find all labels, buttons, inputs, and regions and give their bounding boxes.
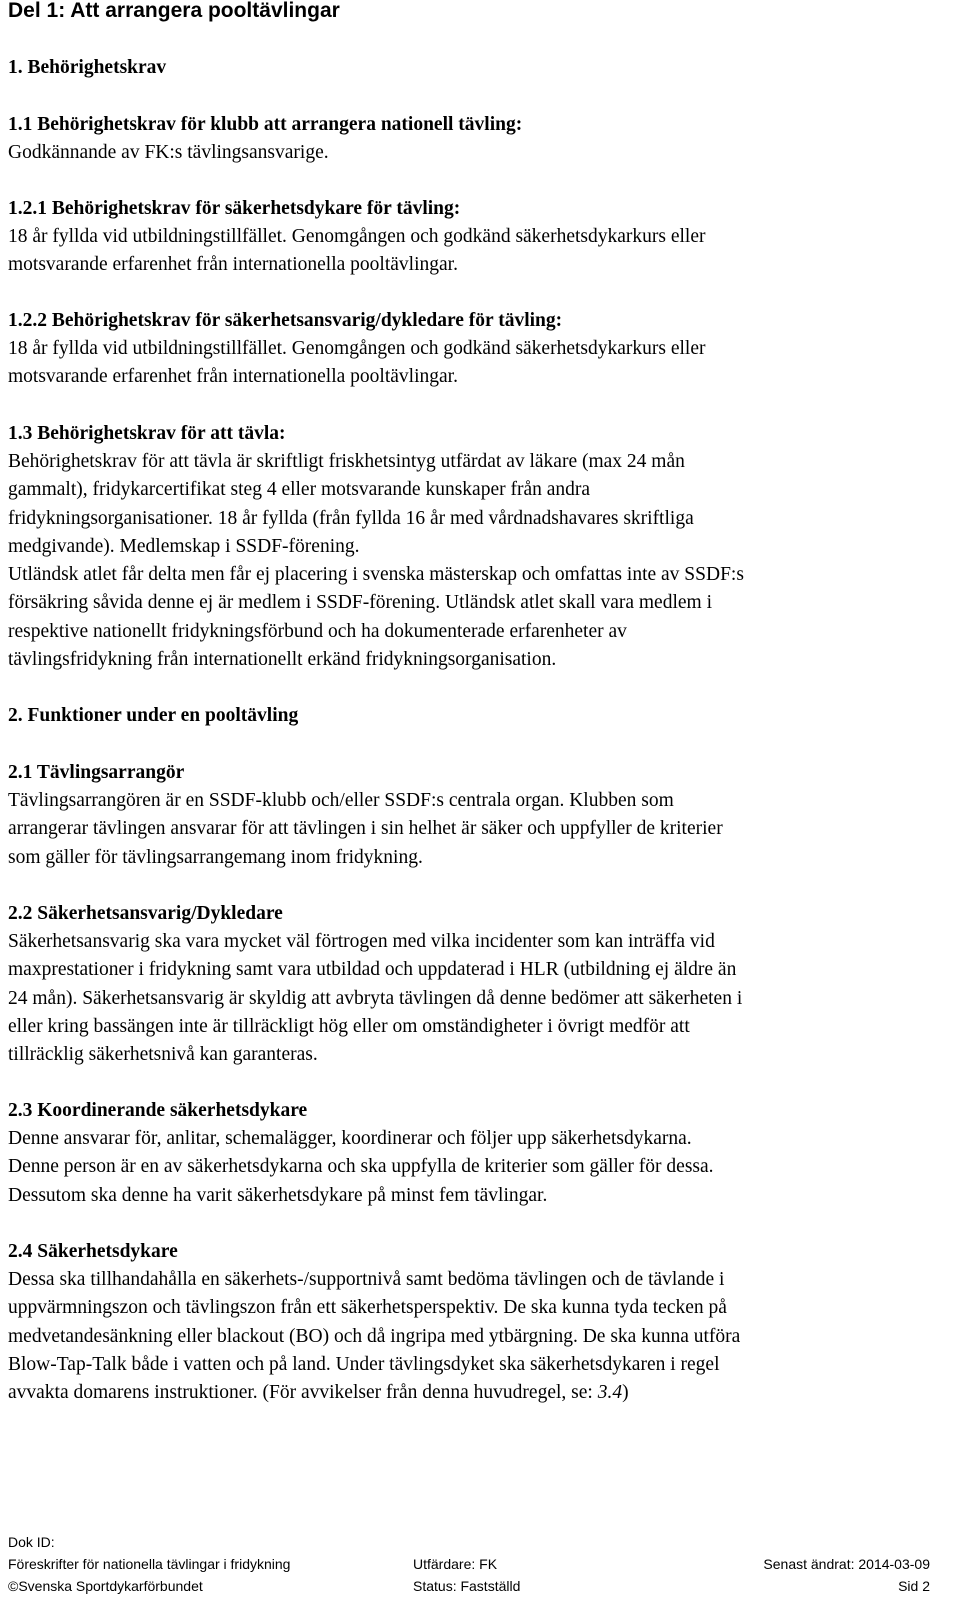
- paragraph-line: [8, 1379, 936, 1407]
- paragraph-line: eller kring bassängen inte är tillräckligt hög eller om omständigheter i övrigt medför att: [8, 1015, 690, 1037]
- footer-issuer: Utfärdare: FK: [413, 1556, 498, 1572]
- section-reference-link[interactable]: 3.4: [597, 1382, 623, 1404]
- paragraph-line: Blow-Tap-Talk både i vatten och på land. Under tävlingsdyket ska säkerhetsdykaren i regel: [8, 1353, 720, 1375]
- section-heading-1-2-2: 1.2.2 Behörighetskrav för säkerhetsansvarig/dykledare för tävling:: [8, 310, 563, 331]
- paragraph-line: 18 år fyllda vid utbildningstillfället. Genomgången och godkänd säkerhetsdykarkurs eller: [8, 226, 706, 247]
- paragraph-line: Godkännande av FK:s tävlingsansvarige.: [8, 142, 329, 163]
- footer-last-changed: Senast ändrat: 2014-03-09: [763, 1556, 930, 1572]
- footer-row-doc-id: [8, 1532, 930, 1552]
- paragraph-line: maxprestationer i fridykning samt vara utbildad och uppdaterad i HLR (utbildning ej äldre än: [8, 959, 737, 981]
- paragraph-line: Utländsk atlet får delta men får ej placering i svenska mästerskap och omfattas inte av SSDF:s: [8, 564, 744, 586]
- paragraph-line: Denne ansvarar för, anlitar, schemalägger, koordinerar och följer upp säkerhetsdykarna.: [8, 1128, 692, 1149]
- section-2-3-text: [8, 1125, 936, 1210]
- paragraph-line: Säkerhetsansvarig ska vara mycket väl förtrogen med vilka incidenter som kan inträffa vid: [8, 931, 715, 952]
- section-heading-2-1: 2.1 Tävlingsarrangör: [8, 762, 185, 783]
- document-title: Del 1: Att arrangera pooltävlingar: [8, 0, 340, 22]
- paragraph-line: tillräcklig säkerhetsnivå kan garanteras.: [8, 1044, 318, 1066]
- paragraph-text: ): [622, 1382, 629, 1404]
- section-heading-2: 2. Funktioner under en pooltävling: [8, 705, 299, 726]
- section-1-3-text: [8, 448, 936, 674]
- page-footer: [8, 1532, 930, 1592]
- paragraph-line: försäkring såvida denne ej är medlem i SSDF-förening. Utländsk atlet skall vara medlem i: [8, 592, 712, 614]
- footer-doc-name: Föreskrifter för nationella tävlingar i fridykning: [8, 1556, 291, 1572]
- paragraph-line: Behörighetskrav för att tävla är skriftligt friskhetsintyg utfärdat av läkare (max 24 mån: [8, 451, 685, 472]
- paragraph-line: gammalt), fridykarcertifikat steg 4 eller motsvarande kunskaper från andra: [8, 479, 591, 501]
- footer-page-number: Sid 2: [898, 1578, 930, 1594]
- footer-doc-id: Dok ID:: [8, 1534, 55, 1550]
- paragraph-line: arrangerar tävlingen ansvarar för att tävlingen i sin helhet är säker och uppfyller de kriterier: [8, 818, 723, 840]
- footer-copyright: ©Svenska Sportdykarförbundet: [8, 1578, 203, 1594]
- paragraph-line: Dessutom ska denne ha varit säkerhetsdykare på minst fem tävlingar.: [8, 1184, 548, 1206]
- paragraph-line: Denne person är en av säkerhetsdykarna och ska uppfylla de kriterier som gäller för dessa.: [8, 1156, 714, 1178]
- section-heading-1: 1. Behörighetskrav: [8, 57, 167, 78]
- section-1-1-text: [8, 139, 936, 167]
- paragraph-line: motsvarande erfarenhet från internationella pooltävlingar.: [8, 254, 458, 276]
- paragraph-line: Tävlingsarrangören är en SSDF-klubb och/eller SSDF:s centrala organ. Klubben som: [8, 790, 674, 811]
- section-heading-2-2: 2.2 Säkerhetsansvarig/Dykledare: [8, 903, 283, 924]
- section-1-2-1-text: [8, 223, 936, 280]
- section-heading-1-1: [8, 111, 522, 139]
- paragraph-line: medvetandesänkning eller blackout (BO) och då ingripa med ytbärgning. De ska kunna utföra: [8, 1325, 741, 1347]
- section-2-4-text: [8, 1266, 936, 1407]
- footer-row-status: [8, 1576, 930, 1596]
- footer-row-info: [8, 1554, 930, 1574]
- paragraph-line: tävlingsfridykning från internationellt erkänd fridykningsorganisation.: [8, 649, 557, 671]
- section-heading-1-2-1: 1.2.1 Behörighetskrav för säkerhetsdykare för tävling:: [8, 198, 461, 219]
- paragraph-line: 24 mån). Säkerhetsansvarig är skyldig att avbryta tävlingen då denne bedömer att säkerheten i: [8, 987, 743, 1009]
- paragraph-line: motsvarande erfarenhet från internationella pooltävlingar.: [8, 366, 458, 388]
- section-heading-2-3: 2.3 Koordinerande säkerhetsdykare: [8, 1100, 308, 1121]
- section-2-2-text: [8, 928, 936, 1069]
- heading-text: 1.1 Behörighetskrav för klubb att arrangera nationell tävling:: [8, 114, 523, 135]
- section-1-2-2-text: [8, 335, 936, 392]
- section-heading-2-4: 2.4 Säkerhetsdykare: [8, 1241, 178, 1262]
- paragraph-line: fridykningsorganisationer. 18 år fyllda (från fyllda 16 år med vårdnadshavares skriftliga: [8, 507, 694, 529]
- section-2-1-text: [8, 787, 936, 872]
- section-heading-1-3: 1.3 Behörighetskrav för att tävla:: [8, 423, 286, 444]
- paragraph-line: respektive nationellt fridykningsförbund och ha dokumenterade erfarenheter av: [8, 620, 627, 642]
- footer-status: Status: Fastställd: [413, 1578, 521, 1594]
- paragraph-line: som gäller för tävlingsarrangemang inom fridykning.: [8, 846, 423, 868]
- paragraph-line: uppvärmningszon och tävlingszon från ett säkerhetsperspektiv. De ska kunna tyda tecken på: [8, 1297, 727, 1319]
- paragraph-line: medgivande). Medlemskap i SSDF-förening.: [8, 535, 360, 557]
- paragraph-line: 18 år fyllda vid utbildningstillfället. Genomgången och godkänd säkerhetsdykarkurs eller: [8, 338, 706, 359]
- paragraph-line: Dessa ska tillhandahålla en säkerhets-/supportnivå samt bedöma tävlingen och de tävlande i: [8, 1269, 725, 1290]
- paragraph-text: avvakta domarens instruktioner. (För avvikelser från denna huvudregel, se:: [8, 1382, 598, 1404]
